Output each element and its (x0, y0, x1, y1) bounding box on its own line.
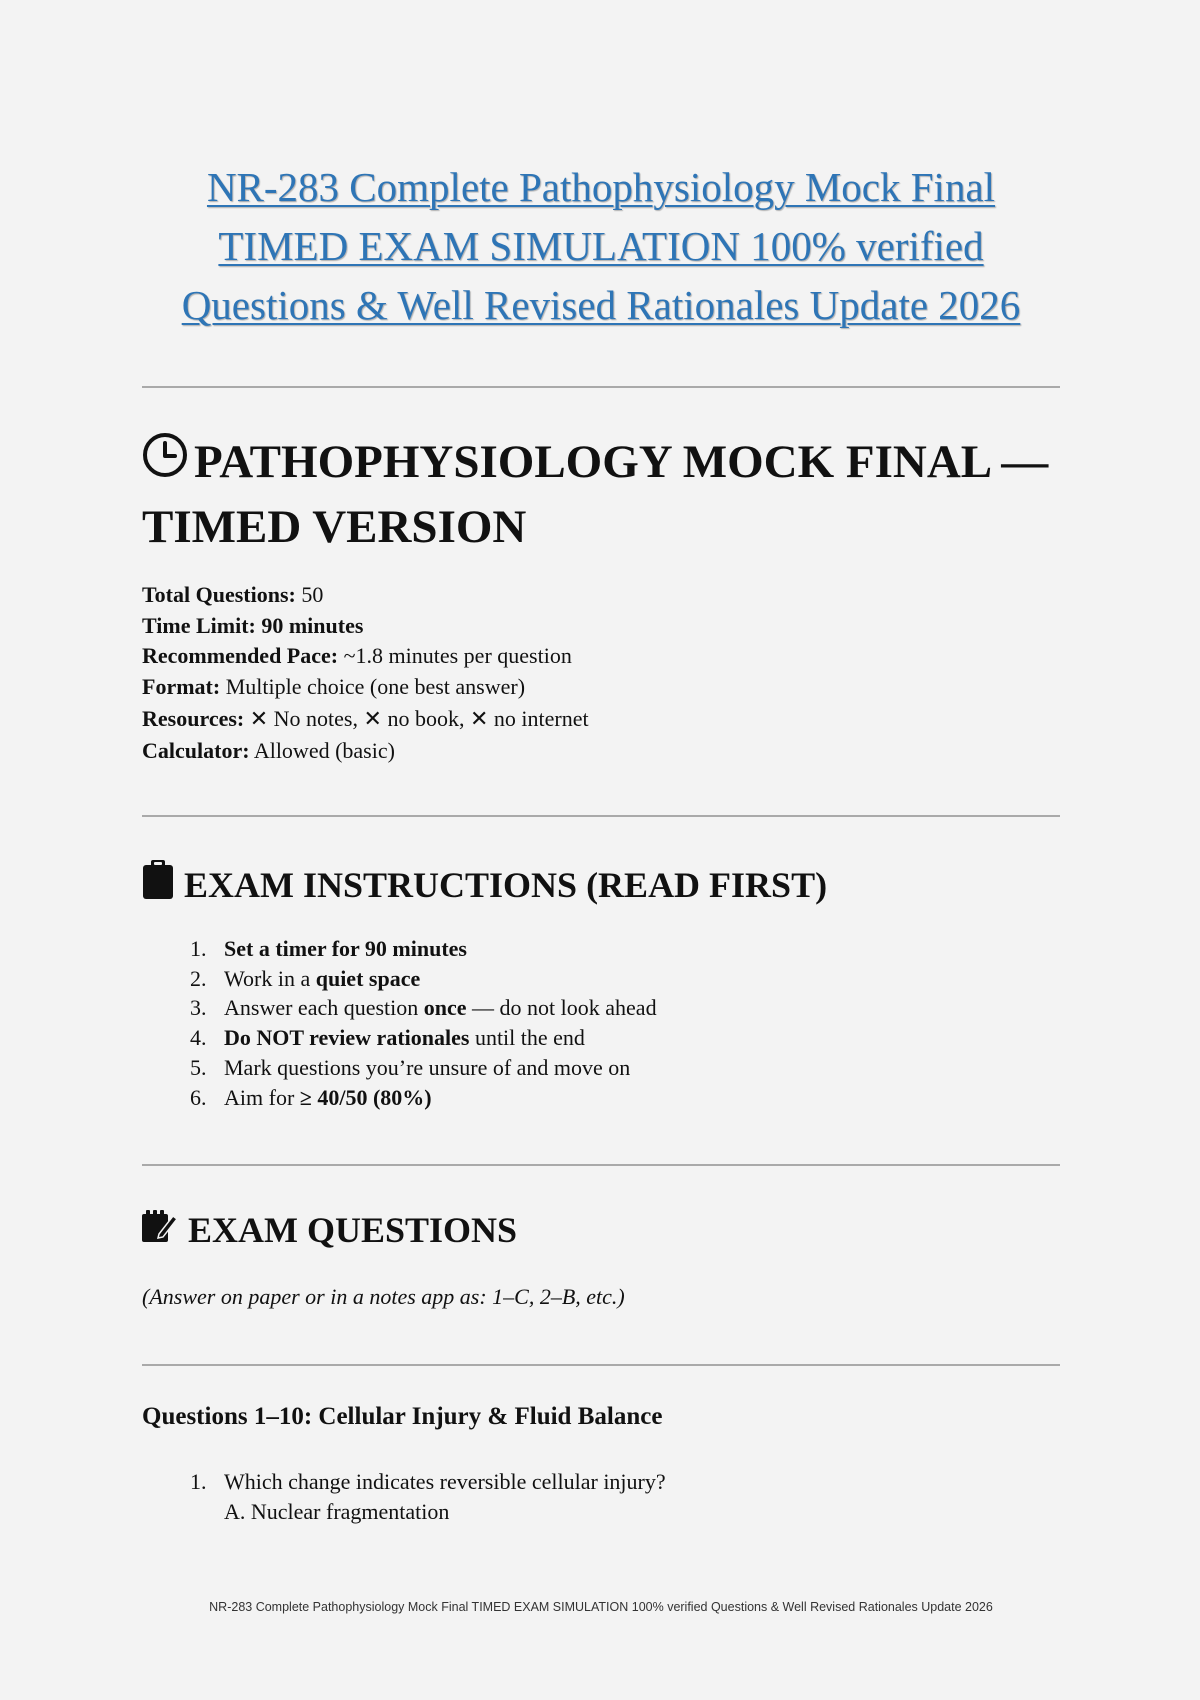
meta-time-limit-text: Time Limit: 90 minutes (142, 612, 364, 638)
exam-meta (142, 580, 589, 766)
cross-icon: ✕ (249, 707, 269, 732)
meta-format-value: Multiple choice (one best answer) (220, 673, 526, 699)
meta-calculator (142, 736, 589, 767)
meta-calculator-value: Allowed (basic) (249, 737, 395, 763)
meta-total-questions-label: Total Questions: (142, 582, 296, 607)
list-item: 6. Aim for ≥ 40/50 (80%) (212, 1083, 657, 1113)
divider-2 (142, 815, 1060, 817)
resource-no-book: no book, (381, 706, 465, 731)
meta-total-questions-value: 50 (295, 582, 324, 607)
list-item: 3. Answer each question once — do not look ahead (212, 993, 657, 1023)
list-item: 5. Mark questions you’re unsure of and move on (212, 1053, 657, 1083)
clock-icon (142, 432, 188, 493)
question-option: A. Nuclear fragmentation (224, 1498, 450, 1524)
question-text: Which change indicates reversible cellular injury? (224, 1469, 666, 1494)
questions-heading-text: EXAM QUESTIONS (188, 1210, 518, 1250)
clipboard-icon (142, 860, 174, 910)
meta-resources (142, 704, 589, 736)
title-link-line-1[interactable]: NR-283 Complete Pathophysiology Mock Final (206, 164, 996, 210)
list-item: 4. Do NOT review rationales until the end (212, 1023, 657, 1053)
title-link-line-2[interactable]: TIMED EXAM SIMULATION 100% verified (218, 223, 984, 269)
page-footer: NR-283 Complete Pathophysiology Mock Final TIMED EXAM SIMULATION 100% verified Questions & Well Revised Rationales Update 2026 (209, 1600, 993, 1614)
instructions-heading (142, 860, 827, 910)
meta-format-label: Format: (142, 673, 221, 699)
question-item (212, 1467, 666, 1526)
title-link-line-3[interactable]: Questions & Well Revised Rationales Update 2026 (181, 282, 1021, 328)
main-heading-text: PATHOPHYSIOLOGY MOCK FINAL — TIMED VERSION (142, 436, 1049, 553)
meta-time-limit (142, 611, 589, 642)
cross-icon: ✕ (363, 707, 382, 732)
list-item: 2. Work in a quiet space (212, 964, 657, 994)
questions-list (142, 1467, 666, 1526)
edit-note-icon (142, 1208, 178, 1252)
meta-pace-label: Recommended Pace: (142, 643, 339, 668)
divider-4 (142, 1364, 1060, 1366)
meta-resources-label: Resources: (142, 706, 245, 731)
cross-icon: ✕ (469, 707, 489, 732)
meta-format (142, 672, 589, 703)
instructions-heading-text: EXAM INSTRUCTIONS (READ FIRST) (184, 865, 828, 905)
divider-1 (142, 386, 1060, 388)
meta-pace-value: ~1.8 minutes per question (338, 643, 572, 668)
document-title (142, 158, 1060, 335)
resource-no-notes: No notes, (268, 706, 358, 731)
instructions-list (142, 934, 657, 1112)
document-page (142, 0, 1060, 1700)
answer-note: (Answer on paper or in a notes app as: 1–C, 2–B, etc.) (142, 1284, 625, 1309)
main-heading (142, 432, 1060, 557)
questions-subheading: Questions 1–10: Cellular Injury & Fluid Balance (142, 1403, 663, 1430)
meta-calculator-label: Calculator: (142, 737, 250, 763)
meta-pace (142, 641, 589, 672)
divider-3 (142, 1164, 1060, 1166)
questions-heading (142, 1208, 517, 1252)
list-item: 1. Set a timer for 90 minutes (212, 934, 657, 964)
meta-total-questions (142, 580, 589, 611)
resource-no-internet: no internet (488, 706, 589, 731)
